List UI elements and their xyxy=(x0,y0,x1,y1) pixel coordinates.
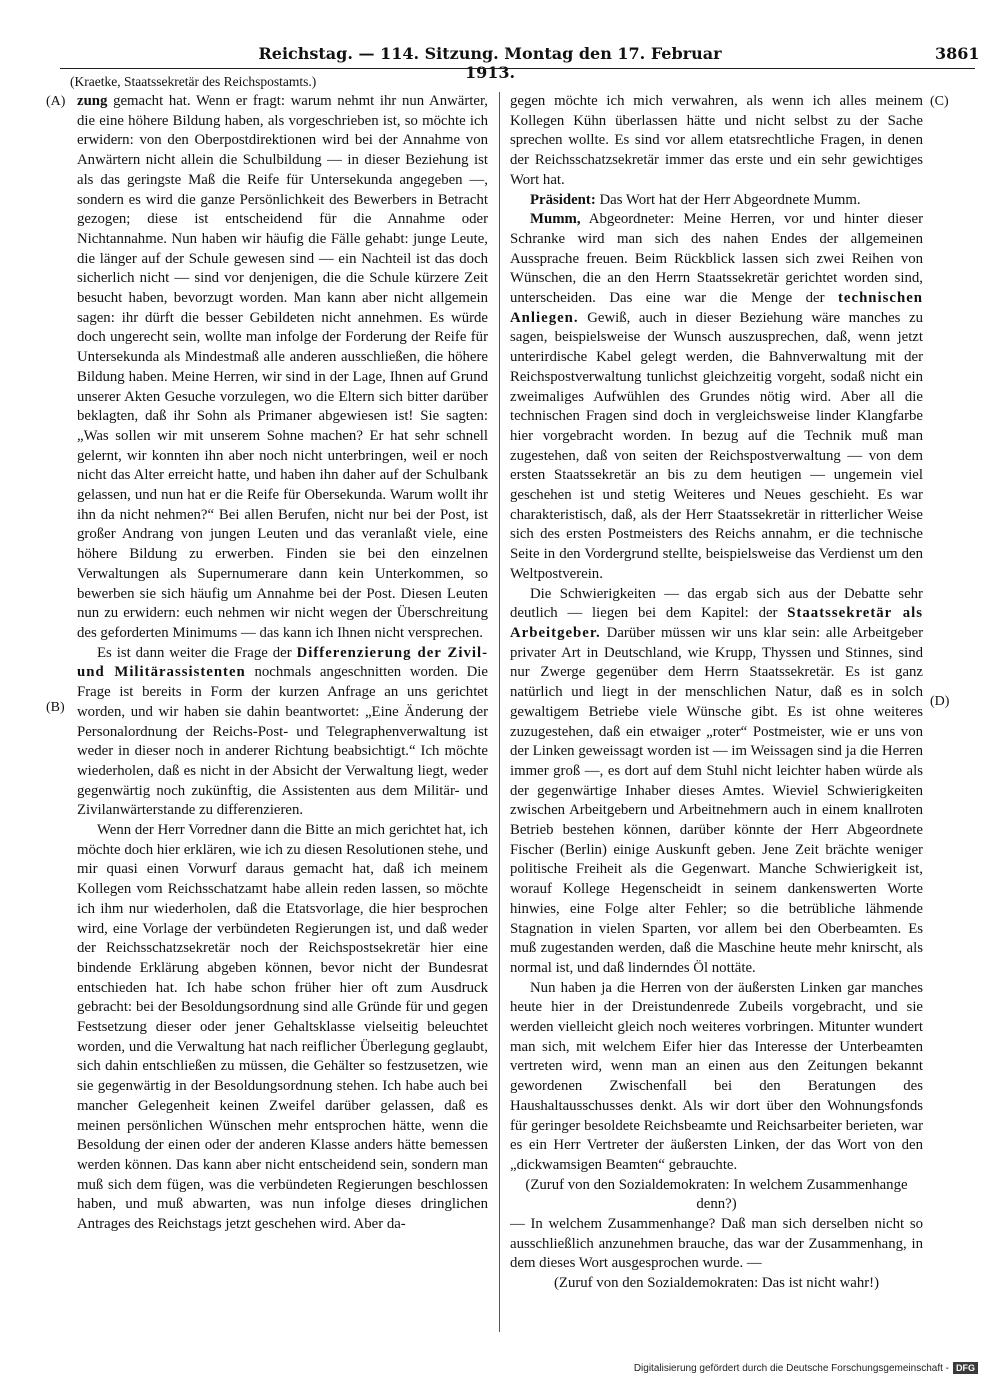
paragraph-text: Die Schwierigkeiten — das ergab sich aus der Debatte sehr deutlich — liegen bei dem Kapitel: der xyxy=(510,585,923,622)
spaced-emphasis: Differenzierung der Zivil- und Militärassistenten xyxy=(77,644,488,681)
paragraph-text: gemacht hat. Wenn er fragt: warum nehmt ihr nun Anwärter, die eine höhere Bildung haben, als vorgeschrieben ist, so möchte ich erwidern: von den Oberpostdirektionen wird bei der Annahme von Anwärtern nicht allein die Schulbildung — in dieser Beziehung ist als das geringste Maß die Reife für Untersekunda angegeben —, sondern es wird die ganze Persönlichkeit des Bewerbers in Betracht gezogen; diese ist entscheidend für die Annahme oder Nichtannahme. Nun haben wir häufig die Fälle gehabt: junge Leute, die länger auf der Schule gewesen sind — ein Nachteil ist das doch sicherlich nicht — sind vor denjenigen, die die Schule kürzere Zeit besucht haben, bevorzugt worden. Man kann aber nicht allgemein sagen: ihr dürft die besser Gebildeten nicht annehmen. Es würde doch ungerecht sein, wollte man infolge der Forderung der Reife für Untersekunda als Mindestmaß alle anderen ausschließen, die höhere Bildung haben. Meine Herren, wir sind in der Lage, Ihnen auf Grund unserer Akten Gesuche vorzulegen, wo die Eltern sich bitter darüber beklagten, daß ihr Sohn als Primaner abgewiesen ist! Sie sagten: „Was sollen wir mit unserem Sohne machen? Er hat sehr schnell gelernt, wir konnten ihn aber noch nicht unterbringen, weil er noch nicht das Alter erreicht hatte, und haben ihn daher auf der Schulbank gelassen, und nun hat er die Reife für Obersekunda. Warum wollt ihr ihn da nicht nehmen?“ Bei allen Berufen, nicht nur bei der Post, ist großer Andrang von jungen Leuten und das veranlaßt viele, eine höhere Bildung zu erwerben. Finden sie bei den einzelnen Verwaltungen als Supernumerare dann kein Unterkommen, so bewerben sie sich häufig um Annahme bei der Post. Diesen Leuten nun zu erwidern: euch nehmen wir nicht wegen der Überschreitung des geforderten Minimums — das kann ich Ihnen nicht versprechen. xyxy=(77,93,488,641)
spaced-emphasis: Staatssekretär als Arbeitgeber. xyxy=(510,605,923,641)
paragraph: Wenn der Herr Vorredner dann die Bitte an mich gerichtet hat, ich möchte doch hier erklären, wie ich zu diesen Resolutionen stehe, und mir quasi einen Vorwurf daraus gemacht hat, daß ich meinem Kollegen vom Reichsschatzamt habe allein reden lassen, so möchte ich ihm nur wiederholen, daß die Etatsvorlage, die hier besprochen wird, eine Vorlage der verbündeten Regierungen ist, und daß weder der Reichsschatzsekretär noch der Reichspostsekretär hier eine bindende Erklärung abgeben können, bevor nicht der Bundesrat entschieden hat. Ich habe schon früher hier oft zum Ausdruck gebracht: bei der Besoldungsordnung sind alle Gründe für und gegen Festsetzung dieser oder jener Gehaltsklasse vielseitig beleuchtet worden, und die Verwaltung hat nach reiflicher Überlegung geglaubt, sich dahin entschließen zu müssen, die Gehälter so festzusetzen, wie sie gegenwärtig in der Besoldungsordnung stehen. Ich habe auch bei mancher Gelegenheit keinen Zweifel darüber gelassen, daß es meinen persönlichen Wünschen mehr entsprochen hätte, wenn die Besoldung der einen oder der anderen Klasse anders hätte bemessen werden können. Das kann aber nicht entscheidend sein, sondern man muß sich dem fügen, was die verbündeten Regierungen beschlossen haben, und muß abwarten, was nun infolge dieses dringlichen Antrages des Reichstags jetzt geschehen wird. Aber da- xyxy=(77,822,488,1233)
left-column xyxy=(77,92,488,1332)
header-rule xyxy=(60,68,975,69)
paragraph-text: Es ist dann weiter die Frage der xyxy=(97,644,297,661)
dfg-logo: DFG xyxy=(953,1362,978,1374)
paragraph xyxy=(510,210,923,584)
speaker-name: Mumm, xyxy=(530,211,581,228)
paragraph xyxy=(510,585,923,979)
paragraph xyxy=(77,92,488,644)
interjection: (Zuruf von den Sozialdemokraten: Das ist nicht wahr!) xyxy=(553,1275,880,1292)
paragraph-text: Abgeordneter: Meine Herren, vor und hinter dieser Schranke wird man sich des nahen Endes der allgemeinen Aussprache freuen. Beim Rückblick lassen sich zwei Reihen von Wünschen, die an den Herrn Staatssekretär gerichtet worden sind, unterscheiden. Das eine war die Menge der xyxy=(510,211,923,307)
speaker-label: Präsident: xyxy=(530,191,596,208)
paragraph xyxy=(510,191,923,211)
margin-marker-d: (D) xyxy=(930,694,950,709)
paragraph xyxy=(77,644,488,821)
interjection: (Zuruf von den Sozialdemokraten: In welchem Zusammenhange denn?) xyxy=(525,1176,908,1213)
digitization-footer xyxy=(634,1362,978,1374)
running-title: Reichstag. — 114. Sitzung. Montag den 17. Februar 1913. xyxy=(258,44,722,82)
emphasis: zung xyxy=(77,93,108,109)
spaced-emphasis: technischen Anliegen. xyxy=(510,290,923,326)
paragraph-text: Das Wort hat der Herr Abgeordnete Mumm. xyxy=(595,191,861,208)
paragraph-text: Darüber müssen wir uns klar sein: alle Arbeitgeber privater Art in Deutschland, wie Krupp, Thyssen und Stinnes, sind nur Zwerge gegenüber dem Herrn Staatssekretär. Es ist ganz natürlich und liegt in der menschlichen Natur, daß es in solch gewaltigem Betriebe viele Wünsche gibt. Es ist ohne weiteres zuzugestehen, daß ein etwaiger „roter“ Postmeister, wie er uns von der Linken geweissagt worden ist — im Weissagen sind ja die Herren immer groß —, es dort auf dem Stuhl nicht leichter haben würde als der gegenwärtige Inhaber dieses Amtes. Wieviel Schwierigkeiten zwischen Arbeitgebern und Arbeitnehmern auch in einem knallroten Betrieb bestehen können, darüber könnte der Herr Abgeordnete Fischer (Berlin) einige Auskunft geben. Jene Zeit brächte weniger politische Freiheit als die Gegenwart. Manche Schwierigkeit ist, worauf Kollege Hegenscheidt in seinem dankenswerten Worte hinwies, eine Folge alter Fehler; so die betrübliche lähmende Stagnation in vielen Sparten, vor allem bei den Oberbeamten. Es muß zugestanden werden, daß die Maschine heute mehr knirscht, als normal ist, und daß linderndes Öl nottäte. xyxy=(510,624,923,976)
footer-text: Digitalisierung gefördert durch die Deutsche Forschungsgemeinschaft - xyxy=(633,1362,949,1374)
paragraph: — In welchem Zusammenhange? Daß man sich derselben nicht so ausschließlich anzunehmen brauche, das war der Zusammenhang, in dem dieses Wort ausgesprochen wurde. — xyxy=(510,1216,923,1272)
paragraph-text: Gewiß, auch in dieser Beziehung wäre manches zu sagen, beispielsweise der Wunsch auszusprechen, daß, wenn jetzt unterirdische Kabel gelegt werden, die Bahnverwaltung mit der Reichspostverwaltung tunlichst gleichzeitig vorgeht, sodaß nicht ein zweimaliges Aufwühlen des Grundes nötig wird. Aber all die technischen Fragen sind doch in vergleichsweise linder Klangfarbe hier vorgebracht worden. In bezug auf die Technik muß man zugestehen, daß von seiten der Reichspostverwaltung — von dem ersten Staatssekretär an bis zu dem heutigen — ungemein viel geschehen ist und stetig Weiteres und Neues geschieht. Es war charakteristisch, daß, als der Herr Staatssekretär in ritterlicher Weise sich des ersten Postmeisters des Reichs annahm, er die technische Seite in den Vordergrund stellte, beispielsweise das Verdienst um den Weltpostverein. xyxy=(510,309,923,582)
page-number: 3861 xyxy=(935,44,980,63)
right-column xyxy=(510,92,923,1332)
margin-marker-b: (B) xyxy=(46,700,65,715)
paragraph: gegen möchte ich mich verwahren, als wenn ich alles meinem Kollegen Kühn überlassen hätte und nicht selbst zu der Sache sprechen wollte. Es sind vor allem etatsrechtliche Fragen, in denen der Reichsschatzsekretär immer das erste und ein sehr gewichtiges Wort hat. xyxy=(510,93,923,188)
margin-marker-c: (C) xyxy=(930,94,949,109)
speaker-continuation: (Kraetke, Staatssekretär des Reichspostamts.) xyxy=(70,74,317,89)
margin-marker-a: (A) xyxy=(46,94,66,109)
column-divider xyxy=(499,92,500,1332)
paragraph: Nun haben ja die Herren von der äußersten Linken gar manches heute hier in der Dreistundenrede Zubeils vorgebracht, und sie werden vielleicht gleich noch weiteres vorbringen. Mitunter wundert man sich, mit welchem Eifer hier das Interesse der Unterbeamten vertreten wird, wenn man an einen aus den Zeitungen bekannt gewordenen Zwischenfall bei den Beratungen des Haushaltausschusses denkt. Als wir dort über den Wohnungsfonds für geringer besoldete Reichsbeamte und Reichsarbeiter berieten, war es ein Herr Vertreter der äußersten Linken, der das Wort von den „dickwamsigen Beamten“ gebrauchte. xyxy=(510,979,923,1173)
paragraph-text: nochmals angeschnitten worden. Die Frage ist bereits in Form der kurzen Anfrage an uns gerichtet worden, und wir haben sie dahin beantwortet: „Eine Änderung der Personalordnung der Reichs-Post- und Telegraphenverwaltung ist weder in dieser noch in anderer Richtung beabsichtigt.“ Ich möchte wiederholen, daß es nicht in der Absicht der Verwaltung liegt, weder gegenwärtig noch zukünftig, die Assistenten aus dem Militär- und Zivilanwärterstande zu differenzieren. xyxy=(77,664,488,819)
